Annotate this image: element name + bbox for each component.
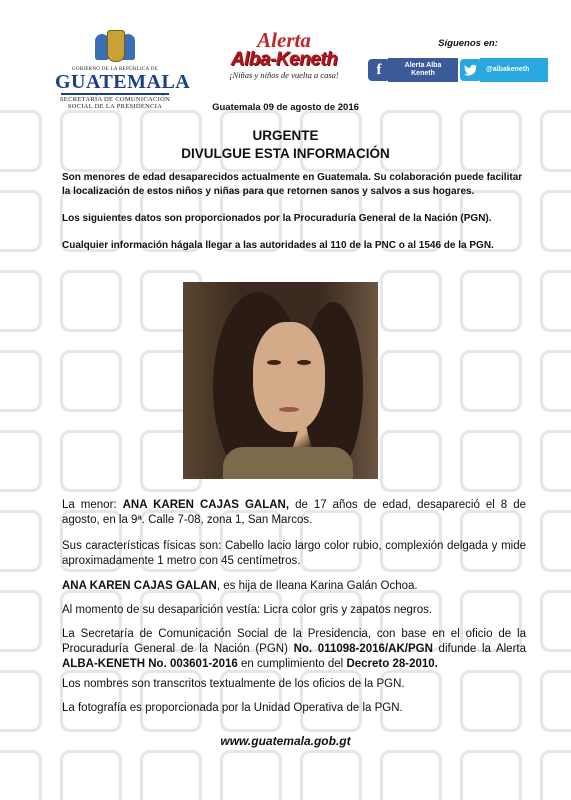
decree-number: Decreto 28-2010. xyxy=(346,658,438,670)
parent-info: , es hija de Ileana Karina Galán Ochoa. xyxy=(216,580,418,592)
p5-text-a: La Secretaría de Comunicación Social de la Presidencia, con base en el oficio de la Procuraduría General de la Nación (PGN) xyxy=(62,628,526,655)
twitter-label: @albakeneth xyxy=(480,58,548,82)
logo-sub-text-2: SOCIAL DE LA PRESIDENCIA xyxy=(67,103,163,110)
alerta-alba-keneth-logo xyxy=(224,30,344,80)
social-links xyxy=(368,38,548,78)
p5-text-e: en cumplimiento del xyxy=(237,658,347,670)
alert-title xyxy=(0,127,571,163)
alba-keneth-word: Alba-Keneth xyxy=(230,49,338,70)
title-divulgue: DIVULGUE ESTA INFORMACIÓN xyxy=(181,146,390,161)
title-urgente: URGENTE xyxy=(252,128,319,143)
details-paragraph-5 xyxy=(62,627,526,672)
details-prefix: La menor: xyxy=(62,499,123,511)
details-disappearance: de 17 años de edad, desapareció el 8 de agosto, en la 9ª. Calle 7-08, zona 1, San Marcos. xyxy=(62,499,526,526)
website-link[interactable]: www.guatemala.gob.gt xyxy=(220,734,351,748)
details-paragraph-7: La fotografía es proporcionada por la Unidad Operativa de la PGN. xyxy=(62,702,403,714)
alerta-word: Alerta xyxy=(257,28,311,52)
missing-person-name: ANA KAREN CAJAS GALAN, xyxy=(122,499,290,511)
coat-of-arms-icon xyxy=(95,28,135,66)
twitter-icon xyxy=(460,59,482,81)
social-title: Síguenos en: xyxy=(438,38,498,49)
details-paragraph-3 xyxy=(62,579,526,594)
logo-sub-text-1: SECRETARÍA DE COMUNICACIÓN xyxy=(59,96,171,103)
facebook-icon: f xyxy=(368,59,390,81)
logo-guatemala-text: GUATEMALA xyxy=(55,71,191,93)
intro-paragraph-3: Cualquier información hágala llegar a las autoridades al 110 de la PNC o al 1546 de la PGN. xyxy=(62,240,494,251)
logo-small-text: GOBIERNO DE LA REPÚBLICA DE xyxy=(71,67,159,72)
details-paragraph-4: Al momento de su desaparición vestía: Licra color gris y zapatos negros. xyxy=(62,604,433,616)
p5-text-c: difunde la Alerta xyxy=(432,643,526,655)
missing-person-photo xyxy=(183,282,378,479)
details-paragraph-2: Sus características físicas son: Cabello lacio largo color rubio, complexión delgada y mide aproximadamente 1 metro con 45 centímetros. xyxy=(62,540,526,567)
bulletin-date: Guatemala 09 de agosto de 2016 xyxy=(212,102,359,113)
alert-number: ALBA-KENETH No. 003601-2016 xyxy=(62,658,238,670)
intro-paragraph-2: Los siguientes datos son proporcionados por la Procuraduría General de la Nación (PGN). xyxy=(62,213,492,224)
intro-paragraph-1: Son menores de edad desaparecidos actualmente en Guatemala. Su colaboración puede facilitar la localización de estos niños y niñas para que retornen sanos y salvos a sus hogares. xyxy=(62,172,523,197)
guatemala-government-logo xyxy=(55,28,191,110)
missing-person-name-2: ANA KAREN CAJAS GALAN xyxy=(62,580,217,592)
details-paragraph-1 xyxy=(62,498,526,528)
facebook-link[interactable] xyxy=(368,58,458,82)
twitter-link[interactable] xyxy=(460,58,548,82)
facebook-label: Alerta Alba Keneth xyxy=(388,58,458,82)
alerta-tagline: ¡Niñas y niños de vuelta a casa! xyxy=(229,70,339,80)
details-paragraph-6: Los nombres son transcritos textualmente de los oficios de la PGN. xyxy=(62,678,405,690)
pgn-oficio-number: No. 011098-2016/AK/PGN xyxy=(293,643,433,655)
